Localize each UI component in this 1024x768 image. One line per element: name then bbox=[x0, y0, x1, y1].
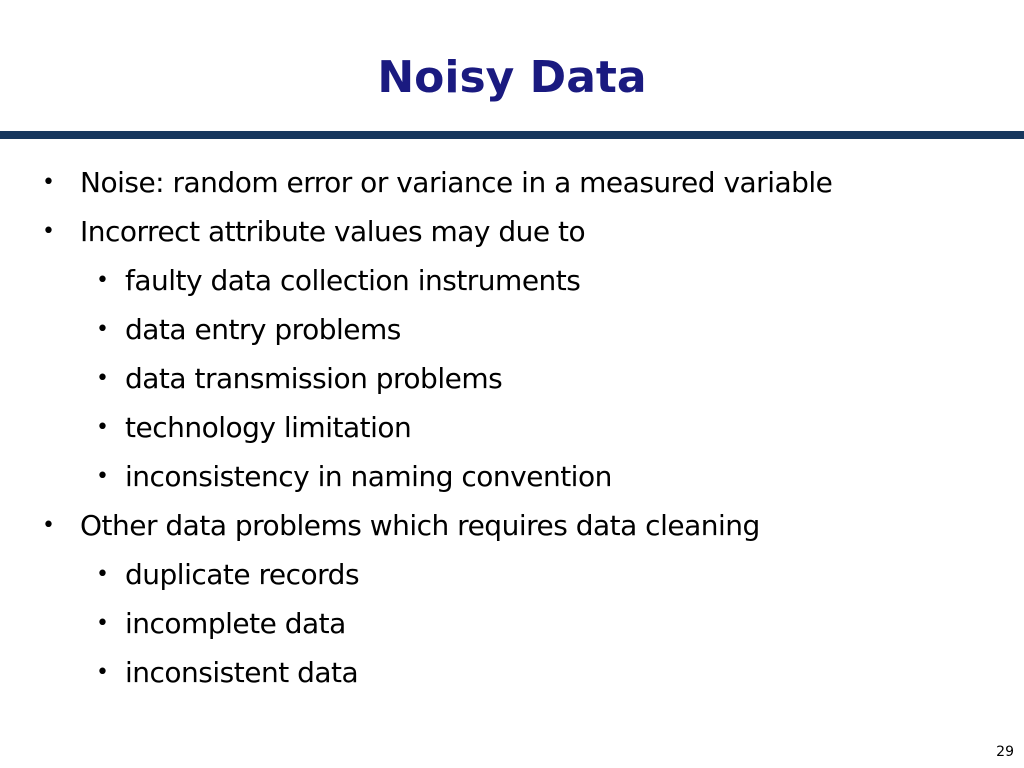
slide-title: Noisy Data bbox=[377, 52, 647, 103]
list-item bbox=[0, 599, 1024, 648]
list-item-text: incomplete data bbox=[125, 607, 346, 640]
list-item-text: data transmission problems bbox=[125, 362, 503, 395]
list-item-text: Incorrect attribute values may due to bbox=[80, 215, 586, 248]
list-item bbox=[0, 305, 1024, 354]
bullet-icon: • bbox=[96, 268, 109, 293]
bullet-icon: • bbox=[42, 513, 55, 538]
list-item-text: data entry problems bbox=[125, 313, 401, 346]
page-number: 29 bbox=[996, 744, 1014, 760]
bullet-icon: • bbox=[96, 611, 109, 636]
list-item bbox=[0, 256, 1024, 305]
list-item-text: inconsistency in naming convention bbox=[125, 460, 612, 493]
list-item bbox=[0, 550, 1024, 599]
list-item bbox=[0, 501, 1024, 550]
list-item-text: Other data problems which requires data cleaning bbox=[80, 509, 760, 542]
list-item bbox=[0, 648, 1024, 697]
list-item bbox=[0, 403, 1024, 452]
bullet-icon: • bbox=[42, 170, 55, 195]
bullet-icon: • bbox=[42, 219, 55, 244]
list-item bbox=[0, 207, 1024, 256]
bullet-icon: • bbox=[96, 415, 109, 440]
bullet-icon: • bbox=[96, 562, 109, 587]
list-item-text: technology limitation bbox=[125, 411, 412, 444]
list-item-text: Noise: random error or variance in a measured variable bbox=[80, 166, 833, 199]
list-item-text: inconsistent data bbox=[125, 656, 359, 689]
bullet-list bbox=[0, 158, 1024, 697]
bullet-icon: • bbox=[96, 366, 109, 391]
bullet-icon: • bbox=[96, 317, 109, 342]
list-item bbox=[0, 452, 1024, 501]
list-item bbox=[0, 158, 1024, 207]
list-item-text: duplicate records bbox=[125, 558, 360, 591]
bullet-icon: • bbox=[96, 464, 109, 489]
list-item bbox=[0, 354, 1024, 403]
list-item-text: faulty data collection instruments bbox=[125, 264, 581, 297]
title-divider bbox=[0, 131, 1024, 139]
bullet-icon: • bbox=[96, 660, 109, 685]
